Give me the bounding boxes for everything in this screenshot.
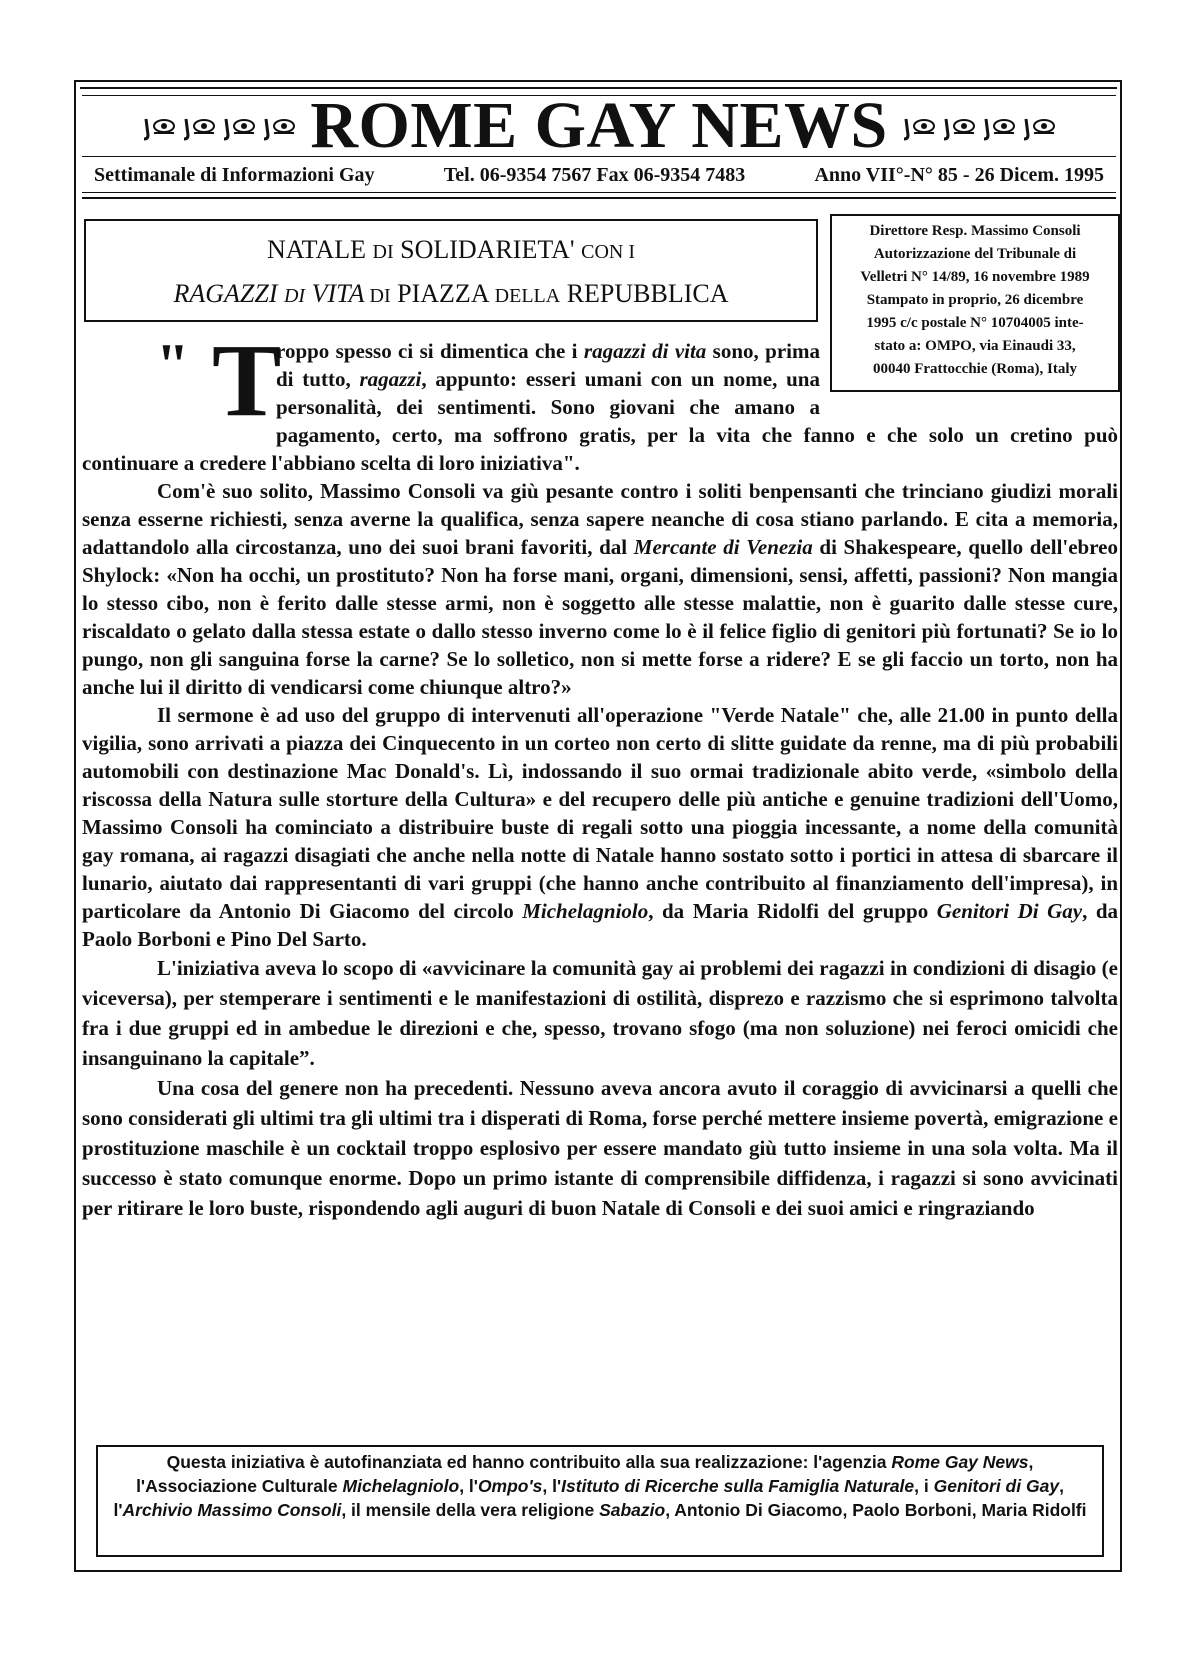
text-run: , appunto: esseri umani con un nome, una personalità, dei sentimenti. Sono giovani che amano a pagamento, certo, ma soffrono gratis, per la vita che fanno e che solo un cretino può continuare a credere l'abbiano scelta di loro iniziativa". [82,367,1118,475]
headline-text: REPUBBLICA [560,279,729,308]
text-run: , i [914,1476,934,1496]
headline-text: VITA [305,279,365,308]
ornament-icon [262,111,296,141]
text-run: sono, prima di tutto, [276,339,820,391]
text-run: Com'è suo solito, Massimo Consoli va giù pesante contro i soliti benpensanti che trinciano giudizi morali senza esserne richiesti, senza averne la qualifica, senza sapere neanche di cosa stiano parlando. E cita a memoria, adattandolo alla circostanza, uno dei suoi brani favoriti, dal [82,479,1118,559]
colophon-spacer [820,337,1118,395]
headline-text: NATALE [267,235,373,264]
text-run: ragazzi di vita [583,339,707,363]
text-run: , l' [113,1476,1064,1520]
text-run: Genitori Di Gay [936,899,1083,923]
text-run: Questa iniziativa è autofinanziata ed hanno contribuito alla sua realizzazione: l'agenzia [166,1452,892,1472]
text-run: Istituto di Ricerche sulla Famiglia Naturale [561,1476,915,1496]
drop-cap: T [212,323,282,438]
ornament-icon [142,111,176,141]
text-run: Michelagniolo [522,899,649,923]
masthead [82,89,1116,162]
article-headline [84,219,818,322]
ornament-icon [1022,111,1056,141]
text-run: Rome Gay News [891,1452,1029,1472]
paragraph-3 [82,701,1118,953]
colophon-line: Velletri N° 14/89, 16 novembre 1989 [860,269,1090,285]
ornament-row-left [142,111,296,141]
headline-line-2 [86,273,816,317]
headline-text: RAGAZZI [173,279,284,308]
colophon-line: Autorizzazione del Tribunale di [873,246,1077,262]
colophon-line: stato a: OMPO, via Einaudi 33, [874,338,1076,354]
text-run: , l' [542,1476,562,1496]
colophon-line: 1995 c/c postale N° 10704005 inte- [866,315,1084,331]
text-run: roppo spesso ci si dimentica che i [276,339,584,363]
text-run: Michelagniolo [342,1476,460,1496]
colophon-line: 00040 Frattocchie (Roma), Italy [872,361,1078,377]
text-run: Archivio Massimo Consoli [122,1500,342,1520]
headline-text: DI [283,285,306,307]
subline-contacts: Tel. 06-9354 7567 Fax 06-9354 7483 [443,164,746,186]
text-run: Genitori di Gay [933,1476,1060,1496]
ornament-icon [902,111,936,141]
headline-text: DELLA [494,285,561,307]
colophon-line: Direttore Resp. Massimo Consoli [869,223,1081,239]
ornament-icon [942,111,976,141]
ornament-row-right [902,111,1056,141]
footer-credits-box [96,1445,1104,1557]
paragraph-5: Una cosa del genere non ha precedenti. Nessuno aveva ancora avuto il coraggio di avvicinarsi a quelli che sono considerati gli ultimi tra gli ultimi tra i disperati di Roma, forse perché mettere insieme povertà, emigrazione e prostituzione maschile è un cocktail troppo esplosivo per essere mandato giù tutto insieme in una sola volta. Ma il successo è stato comunque enorme. Dopo un primo istante di comprensibile diffidenza, i ragazzi si sono avvicinati per ritirare le loro buste, rispondendo agli auguri di buon Natale di Consoli e dei suoi amici e ringraziando [82,1076,1118,1220]
text-run: di Shakespeare, quello dell'ebreo Shylock: «Non ha occhi, un prostituto? Non ha forse mani, organi, dimensioni, sensi, affetti, passioni? Non mangia lo stesso cibo, non è ferito dalle stesse armi, non è soggetto alle stesse malattie, non è guarito dalle stesse cure, riscaldato o gelato dalla stessa estate o dallo stesso inverno come lo è il felice figlio di genitori più fortunati? Se io lo pungo, non gli sanguina forse la carne? Se lo solletico, non si mette forse a ridere? E se gli faccio un torto, non ha anche lui il diritto di vendicarsi come chiunque altro?» [82,535,1118,699]
text-run: Ompo's [477,1476,543,1496]
text-run: Sabazio [599,1500,666,1520]
text-run: ragazzi [359,367,422,391]
text-run: , da Maria Ridolfi del gruppo [648,899,937,923]
headline-text: PIAZZA [390,279,495,308]
opening-quote-mark: " [156,332,190,398]
masthead-subline [82,159,1116,193]
text-run: , Antonio Di Giacomo, Paolo Borboni, Maria Ridolfi [665,1500,1087,1520]
headline-text: SOLIDARIETA' [393,235,582,264]
ornament-icon [982,111,1016,141]
text-run: Mercante di Venezia [633,535,813,559]
text-run: , l' [459,1476,478,1496]
subline-rule [82,197,1116,199]
ornament-icon [222,111,256,141]
text-run: , l'Associazione Culturale [136,1452,1034,1496]
paragraph-4: L'iniziativa aveva lo scopo di «avvicinare la comunità gay ai problemi dei ragazzi in condizioni di disagio (e viceversa), per stemperare i sentimenti e le manifestazioni di ostilità, disprezo e razzismo che si esprimono talvolta fra i due gruppi ed in ambedue le direzioni e che, spesso, trovano sfogo (ma non soluzione) nei feroci omicidi che insanguinano la capitale”. [82,956,1118,1070]
ornament-icon [182,111,216,141]
newspaper-title: ROME GAY NEWS [310,89,888,162]
text-run: Il sermone è ad uso del gruppo di intervenuti all'operazione "Verde Natale" che, alle 21.00 in punto della vigilia, sono arrivati a piazza dei Cinquecento in un corteo non certo di slitte guidate da renne, ma di più probabili automobili con destinazione Mac Donald's. Lì, indossando il suo ormai tradizionale abito verde, «simbolo della riscossa della Natura sulle storture della Cultura» e del recupero delle più antiche e genuine tradizioni dell'Uomo, Massimo Consoli ha cominciato a distribuire buste di regali sotto una pioggia incessante, a nome della comunità gay romana, ai ragazzi disagiati che anche nella notte di Natale hanno sostato sotto i portici in attesa di sbarcare il lunario, aiutato dai rappresentanti di vari gruppi (che hanno anche contribuito al finanziamento dell'impresa), in particolare da Antonio Di Giacomo del circolo [82,703,1118,923]
subline-tagline: Settimanale di Informazioni Gay [94,164,375,186]
colophon-line: Stampato in proprio, 26 dicembre [866,292,1084,308]
headline-text: DI [364,285,391,307]
paragraph-2 [82,477,1118,701]
headline-line-1 [86,229,816,273]
text-run: , da Paolo Borboni e Pino Del Sarto. [82,899,1118,951]
subline-issue: Anno VII°-N° 85 - 26 Dicem. 1995 [814,164,1104,186]
headline-text: DI [372,241,394,263]
text-run: , il mensile della vera religione [341,1500,600,1520]
headline-text: CON I [581,241,635,263]
